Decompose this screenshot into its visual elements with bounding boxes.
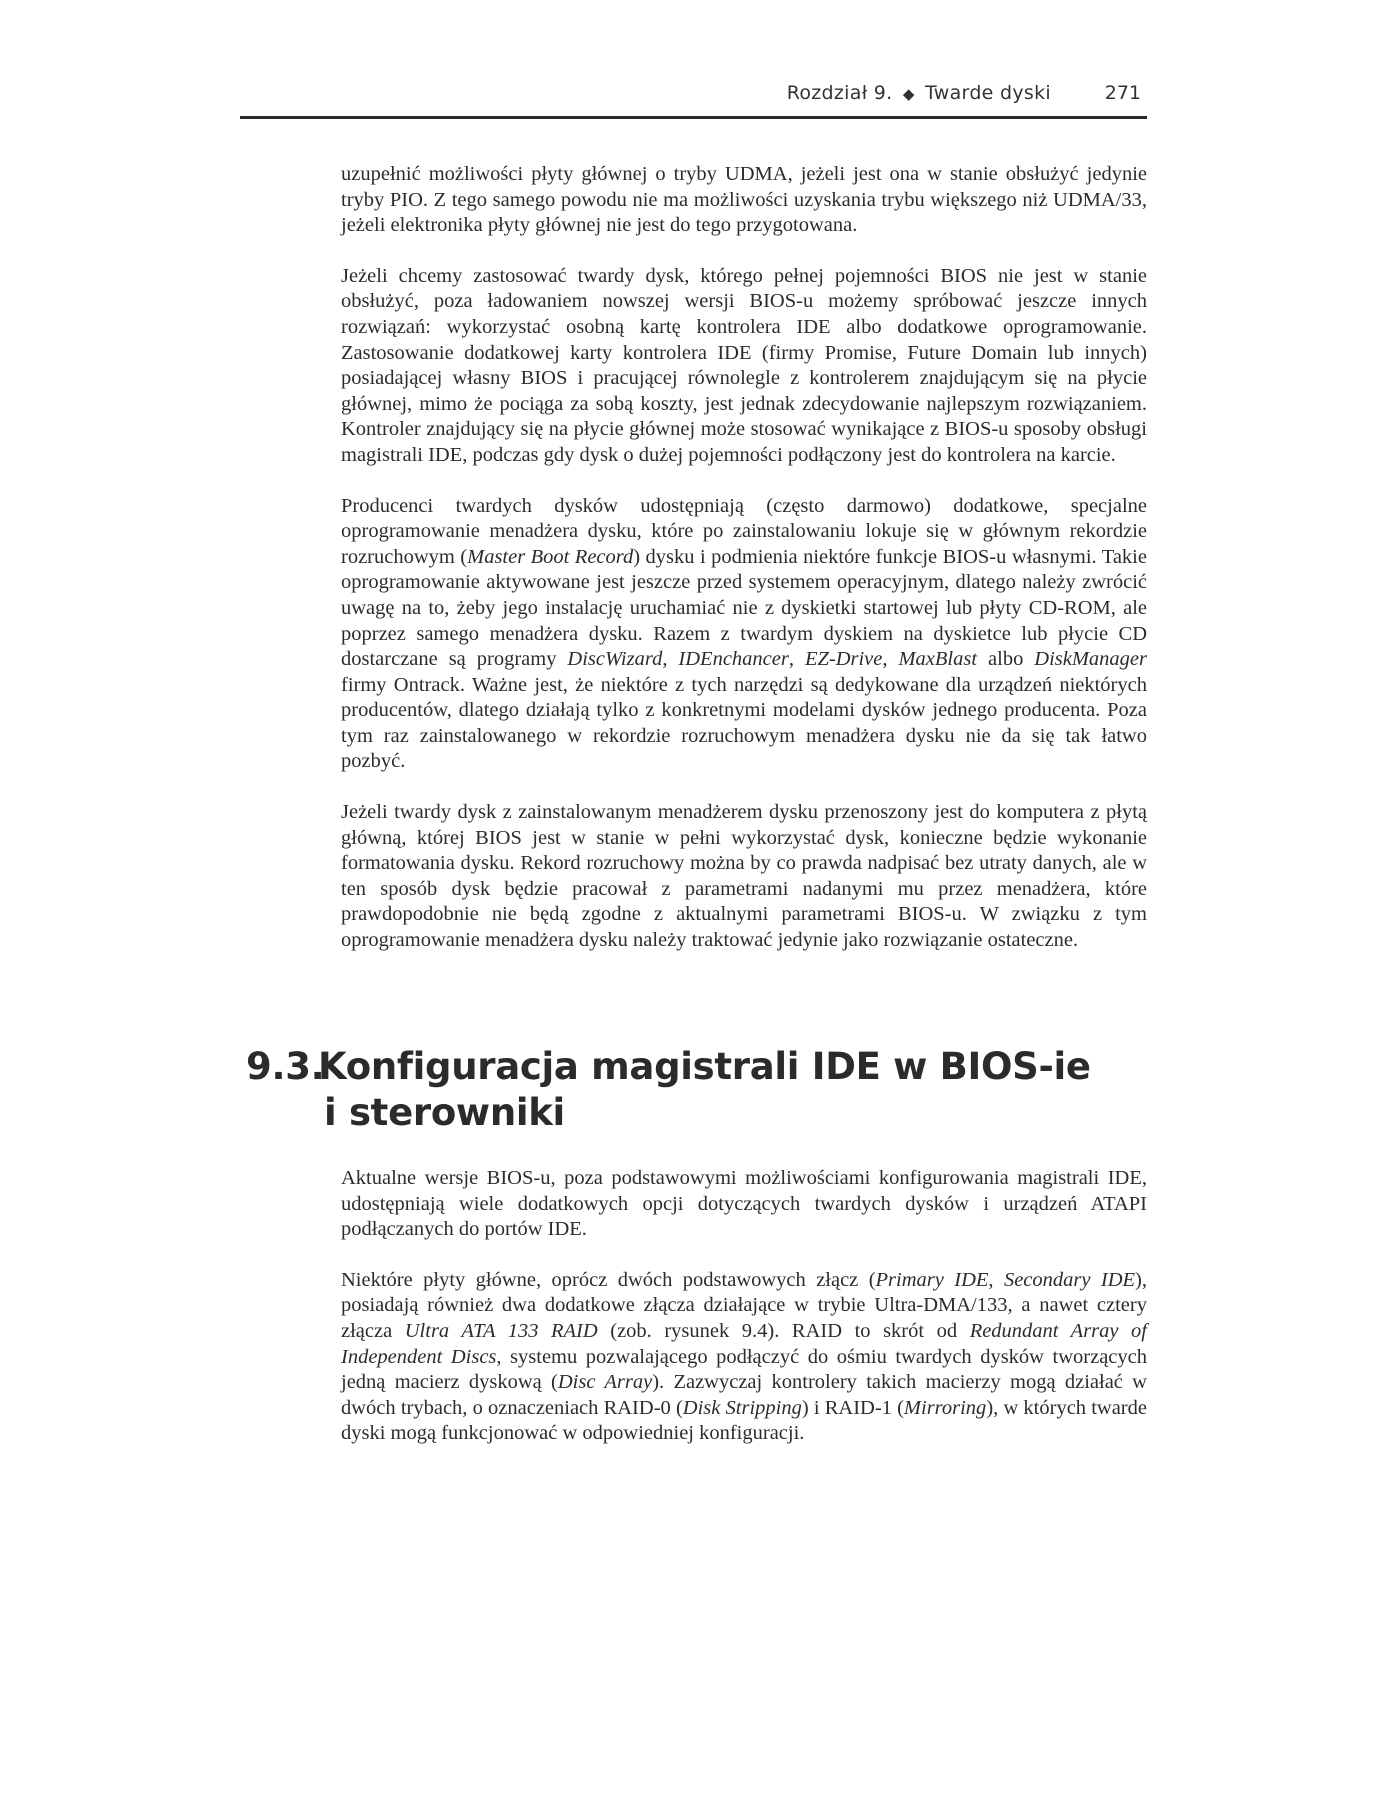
text-run: Niektóre płyty główne, oprócz dwóch podstawowych złącz ( bbox=[341, 1268, 876, 1291]
italic-term: Ultra ATA 133 RAID bbox=[404, 1319, 598, 1342]
section-title-line2: i sterowniki bbox=[324, 1091, 565, 1134]
text-run: Producenci twardych dysków udostępniają (często darmowo) dodatkowe, specjalne oprogramowanie menadżera dysku, które po zainstalowaniu lokuje się w głównym rekordzie rozruchowym ( bbox=[341, 494, 1147, 568]
italic-term: Master Boot Record bbox=[467, 545, 634, 568]
paragraph bbox=[341, 1268, 1147, 1447]
paragraph: uzupełnić możliwości płyty głównej o tryby UDMA, jeżeli jest ona w stanie obsłużyć jedynie tryby PIO. Z tego samego powodu nie ma możliwości uzyskania trybu większego niż UDMA/33, jeżeli elektronika płyty głównej nie jest do tego przygotowana. bbox=[341, 163, 1147, 237]
text-run: , bbox=[988, 1268, 1004, 1291]
text-run: firmy Ontrack. Ważne jest, że niektóre z tych narzędzi są dedykowane dla urządzeń niektórych producentów, dlatego działają tylko z konkretnymi modelami dysków jednego producenta. Poza tym raz zainstalowanego w rekordzie rozruchowym menadżera dysku nie da się tak łatwo pozbyć. bbox=[341, 673, 1147, 773]
running-header-chapter bbox=[787, 82, 1051, 104]
text-run: , bbox=[788, 648, 805, 671]
italic-term: IDEnchancer bbox=[678, 648, 789, 671]
page-number: 271 bbox=[1104, 82, 1141, 104]
section-title-line1: Konfiguracja magistrali IDE w BIOS-ie bbox=[318, 1045, 1091, 1088]
paragraph: Jeżeli chcemy zastosować twardy dysk, którego pełnej pojemności BIOS nie jest w stanie obsłużyć, poza ładowaniem nowszej wersji BIOS-u możemy spróbować jeszcze innych rozwiązań: wykorzystać osobną kartę kontrolera IDE albo dodatkowe oprogramowanie. Zastosowanie dodatkowej karty kontrolera IDE (firmy Promise, Future Domain lub innych) posiadającej własny BIOS i pracującej równolegle z kontrolerem znajdującym się na płycie głównej, mimo że pociąga za sobą koszty, jest jednak zdecydowanie najlepszym rozwiązaniem. Kontroler znajdujący się na płycie głównej może stosować wynikające z BIOS-u sposoby obsługi magistrali IDE, podczas gdy dysk o dużej pojemności podłączony jest do kontrolera na karcie. bbox=[341, 264, 1147, 466]
text-run: ). Zazwyczaj kontrolery takich macierzy mogą działać w dwóch trybach, o oznaczeniach RAID-0 ( bbox=[341, 1371, 1147, 1419]
text-run: ) dysku i podmienia niektóre funkcje BIOS-u własnymi. Takie oprogramowanie aktywowane jest jeszcze przed systemem operacyjnym, dlatego należy zwrócić uwagę na to, żeby jego instalację uruchamiać nie z dyskietki startowej lub płyty CD-ROM, ale poprzez samego menadżera dysku. Razem z twardym dyskiem na dyskietce lub płycie CD dostarczane są programy bbox=[341, 545, 1147, 671]
italic-term: DiskManager bbox=[1034, 648, 1148, 671]
text-run: ) i RAID-1 ( bbox=[801, 1396, 904, 1419]
text-run: (zob. rysunek 9.4). RAID to skrót od bbox=[597, 1319, 970, 1342]
italic-term: Redundant Array of Independent Discs bbox=[341, 1319, 1148, 1368]
diamond-separator-icon: ◆ bbox=[902, 85, 915, 103]
section-heading bbox=[246, 1044, 1146, 1136]
italic-term: EZ-Drive bbox=[804, 648, 883, 671]
italic-term: Disc Array bbox=[557, 1371, 653, 1394]
italic-term: Disk Stripping bbox=[682, 1396, 802, 1419]
text-run: , bbox=[662, 648, 679, 671]
section-number: 9.3. bbox=[246, 1045, 325, 1088]
text-run: ), w których twarde dyski mogą funkcjonować w odpowiedniej konfiguracji. bbox=[341, 1396, 1147, 1445]
text-run: , systemu pozwalającego podłączyć do ośmiu twardych dysków tworzących jedną macierz dyskową ( bbox=[341, 1345, 1147, 1394]
italic-term: DiscWizard bbox=[567, 648, 663, 671]
text-run: ), posiadają również dwa dodatkowe złącza działające w trybie Ultra-DMA/133, a nawet cztery złącza bbox=[341, 1268, 1147, 1342]
body-text-before-section bbox=[341, 162, 1147, 954]
paragraph: Aktualne wersje BIOS-u, poza podstawowymi możliwościami konfigurowania magistrali IDE, udostępniają wiele dodatkowych opcji dotyczących twardych dysków i urządzeń ATAPI podłączanych do portów IDE. bbox=[341, 1167, 1147, 1241]
chapter-title: Twarde dyski bbox=[925, 82, 1051, 104]
body-text-after-section bbox=[341, 1166, 1147, 1447]
italic-term: MaxBlast bbox=[898, 648, 978, 671]
running-header bbox=[240, 82, 1147, 119]
paragraph: Jeżeli twardy dysk z zainstalowanym menadżerem dysku przenoszony jest do komputera z płytą główną, której BIOS jest w stanie w pełni wykorzystać dysk, konieczne będzie wykonanie formatowania dysku. Rekord rozruchowy można by co prawda nadpisać bez utraty danych, ale w ten sposób dysk będzie pracował z parametrami nadanymi mu przez menadżera, które prawdopodobnie nie będą zgodne z aktualnymi parametrami BIOS-u. W związku z tym oprogramowanie menadżera dysku należy traktować jedynie jako rozwiązanie ostateczne. bbox=[341, 801, 1147, 952]
italic-term: Primary IDE bbox=[875, 1268, 989, 1291]
text-run: albo bbox=[977, 648, 1035, 671]
paragraph bbox=[341, 494, 1147, 776]
italic-term: Mirroring bbox=[903, 1396, 987, 1419]
italic-term: Secondary IDE bbox=[1003, 1268, 1136, 1291]
text-run: , bbox=[882, 648, 899, 671]
chapter-label: Rozdział 9. bbox=[786, 82, 893, 104]
